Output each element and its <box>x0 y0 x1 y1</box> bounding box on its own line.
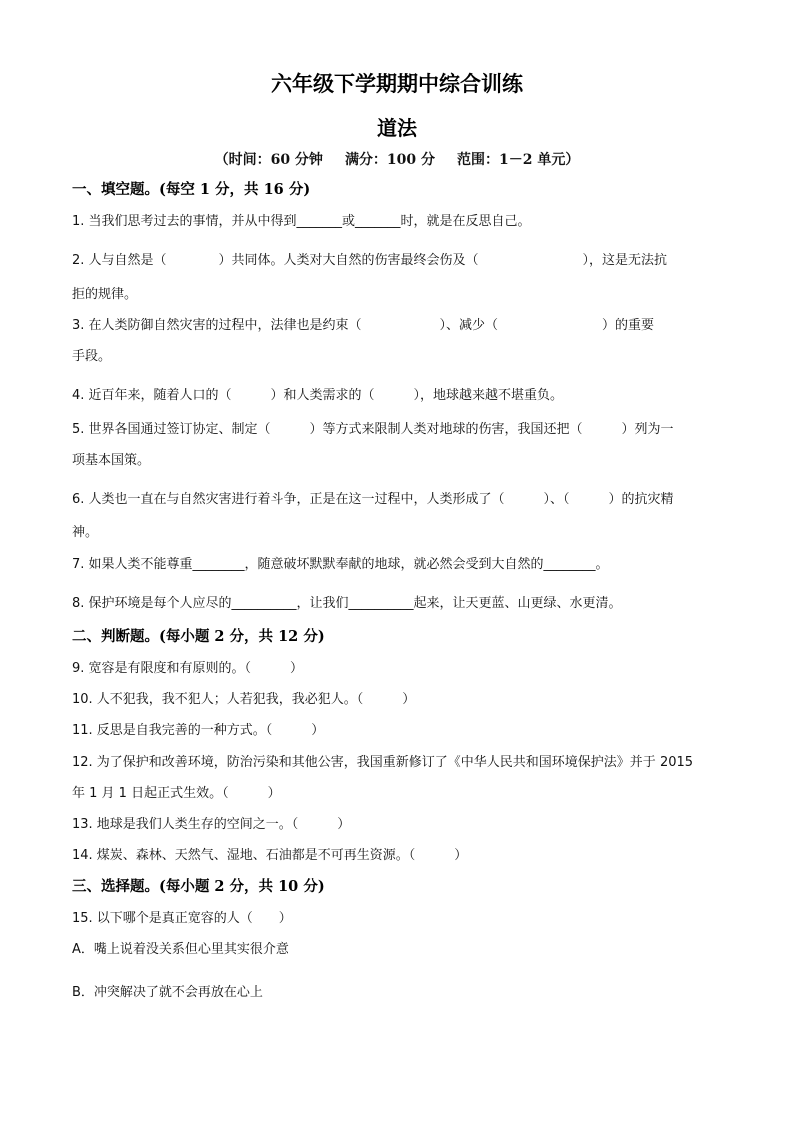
option-b: B．冲突解决了就不会再放在心上 <box>72 985 263 1000</box>
question-line: 神。 <box>72 525 99 540</box>
question-line: 手段。 <box>72 349 112 364</box>
question-line: 4. 近百年来，随着人口的（ ）和人类需求的（ ），地球越来越不堪重负。 <box>72 388 564 403</box>
score-info: 满分：100 分 <box>344 152 436 168</box>
subject-title: 道法 <box>377 116 417 140</box>
option-a: A．嘴上说着没关系但心里其实很介意 <box>72 942 289 957</box>
section-heading: 三、选择题。(每小题 2 分，共 10 分) <box>72 878 325 895</box>
question-line: 3. 在人类防御自然灾害的过程中，法律也是约束（ ）、减少（ ）的重要 <box>72 318 655 333</box>
question-line: 11. 反思是自我完善的一种方式。（ ） <box>72 723 325 738</box>
question-line: 5. 世界各国通过签订协定、制定（ ）等方式来限制人类对地球的伤害，我国还把（ ）列为一 <box>72 422 674 437</box>
exam-title: 六年级下学期期中综合训练 <box>271 71 523 96</box>
question-line: 6. 人类也一直在与自然灾害进行着斗争，正是在这一过程中，人类形成了（ ）、（ ）的抗灾精 <box>72 492 674 507</box>
question-line: 项基本国策。 <box>72 453 151 468</box>
question-line: 8. 保护环境是每个人应尽的__________，让我们__________起来，让天更蓝、山更绿、水更清。 <box>72 596 622 611</box>
range-info: 范围：1－2 单元） <box>457 152 580 168</box>
question-line: 12. 为了保护和改善环境，防治污染和其他公害，我国重新修订了《中华人民共和国环境保护法》并于 2015 <box>72 755 694 770</box>
section-heading: 一、填空题。(每空 1 分，共 16 分) <box>72 181 311 198</box>
question-line: 14. 煤炭、森林、天然气、湿地、石油都是不可再生资源。（ ） <box>72 848 468 863</box>
exam-meta <box>0 149 794 169</box>
time-info: （时间：60 分钟 <box>214 152 323 168</box>
question-line: 10. 人不犯我，我不犯人；人若犯我，我必犯人。（ ） <box>72 692 416 707</box>
question-line: 15. 以下哪个是真正宽容的人（ ） <box>72 911 292 926</box>
question-line: 9. 宽容是有限度和有原则的。（ ） <box>72 661 304 676</box>
question-line: 年 1 月 1 日起正式生效。（ ） <box>72 786 281 801</box>
question-line: 13. 地球是我们人类生存的空间之一。（ ） <box>72 817 351 832</box>
question-line: 1. 当我们思考过去的事情，并从中得到_______或_______时，就是在反思自己。 <box>72 214 531 229</box>
question-line: 7. 如果人类不能尊重________，随意破坏默默奉献的地球，就必然会受到大自然的________。 <box>72 557 609 572</box>
question-line: 2. 人与自然是（ ）共同体。人类对大自然的伤害最终会伤及（ ），这是无法抗 <box>72 253 668 268</box>
question-line: 拒的规律。 <box>72 287 138 302</box>
section-heading: 二、判断题。(每小题 2 分，共 12 分) <box>72 628 325 645</box>
